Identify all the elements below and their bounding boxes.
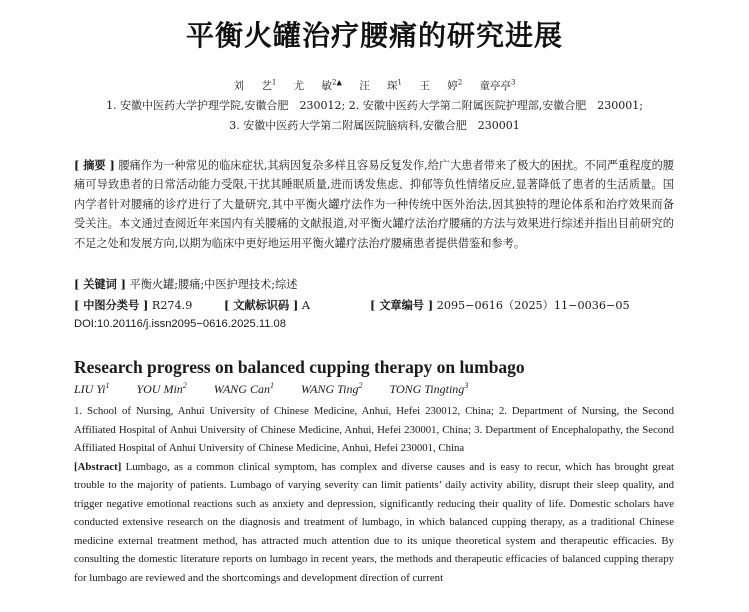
classification-number: [ 中图分类号 ] R274.9 xyxy=(74,298,193,312)
author-cn: 汪 琛$^1$ xyxy=(359,78,403,92)
document-code: [ 文献标识码 ] A xyxy=(224,298,310,312)
affiliation-cn-line: 3. 安徽中医药大学第二附属医院脑病科,安徽合肥 230001 xyxy=(229,119,520,132)
abstract-en-text: Lumbago, as a common clinical symptom, has complex and diverse causes and is easy to recur, which has brought great trouble to the majority of patients. Lumbago of varying severity can limit patients’ daily activity ability, disrupt their sleep quality, and trigger negative emotional reactions such as anxiety and depression, significantly reducing their quality of life. Domestic scholars have conducted extensive research on the diagnosis and treatment of lumbago, in which balanced cupping therapy, as a traditional Chinese medicine external treatment method, has attracted much attention due to its unique theoretical system and therapeutic efficacies. By consulting the domestic literature reports on lumbago in recent years, the methods and therapeutic efficacies of balanced cupping therapy for lumbago are reviewed and the shortcomings and development direction of current xyxy=(74,460,675,584)
keywords-cn xyxy=(74,276,297,292)
abstract-cn xyxy=(74,156,674,253)
author-cn: 刘 艺$^1$ xyxy=(233,78,277,92)
doi-text: DOI:10.20116/j.issn2095−0616.2025.11.08 xyxy=(74,318,287,330)
paper-title-cn: 平衡火罐治疗腰痛的研究进展 xyxy=(185,19,563,52)
author-en: YOU Min$^2$ xyxy=(136,381,187,396)
author-en: TONG Tingting$^3$ xyxy=(389,381,469,396)
english-front-matter xyxy=(74,402,674,587)
author-cn: 童亭亭$^3$ xyxy=(479,78,516,92)
author-en: WANG Ting$^2$ xyxy=(300,381,363,396)
author-cn: 王 婷$^2$ xyxy=(419,78,463,92)
abstract-en xyxy=(74,458,674,588)
keywords-cn-text: 平衡火罐;腰痛;中医护理技术;综述 xyxy=(129,278,298,291)
affiliation-cn-line: 1. 安徽中医药大学护理学院,安徽合肥 230012; 2. 安徽中医药大学第二附属医院护理部,安徽合肥 230001; xyxy=(106,99,643,112)
paper-title-en: Research progress on balanced cupping therapy on lumbago xyxy=(74,357,525,377)
author-cn: 尤 敏$^{2▲}$ xyxy=(293,78,342,92)
affiliation-en: 1. School of Nursing, Anhui University of Chinese Medicine, Anhui, Hefei 230012, China; 2. Department of Nursing, the Second Affiliated Hospital of Anhui University of Chinese Medicine, Anhui, Hefei 230001, China; 3. Department of Encephalopathy, the Second Affiliated Hospital of Anhui University of Chinese Medicine, Anhui, Hefei 230001, China xyxy=(74,405,674,454)
keywords-cn-label: [ 关键词 ] xyxy=(74,277,126,291)
author-en: LIU Yi$^1$ xyxy=(74,381,110,396)
abstract-cn-label: [ 摘要 ] xyxy=(74,158,115,172)
abstract-cn-text: 腰痛作为一种常见的临床症状,其病因复杂多样且容易反复发作,给广大患者带来了极大的困扰。不同严重程度的腰痛可导致患者的日常活动能力受限,干扰其睡眠质量,进而诱发焦虑、抑郁等负性情绪反应,显著降低了患者的生活质量。国内学者针对腰痛的诊疗进行了大量研究,其中平衡火罐疗法作为一种传统中医外治法,因其独特的理论体系和治疗效果而备受关注。本文通过查阅近年来国内有关腰痛的文献报道,对平衡火罐疗法治疗腰痛的方法与效果进行综述并指出目前研究的不足之处和发展方向,以期为临床中更好地运用平衡火罐疗法治疗腰痛患者提供借鉴和参考。 xyxy=(74,159,674,250)
author-list-cn xyxy=(0,78,749,93)
article-number: [ 文章编号 ] 2095−0616（2025）11−0036−05 xyxy=(370,298,630,312)
author-list-en xyxy=(74,381,492,397)
abstract-en-label: [Abstract] xyxy=(74,460,122,473)
author-en: WANG Can$^1$ xyxy=(213,381,274,396)
